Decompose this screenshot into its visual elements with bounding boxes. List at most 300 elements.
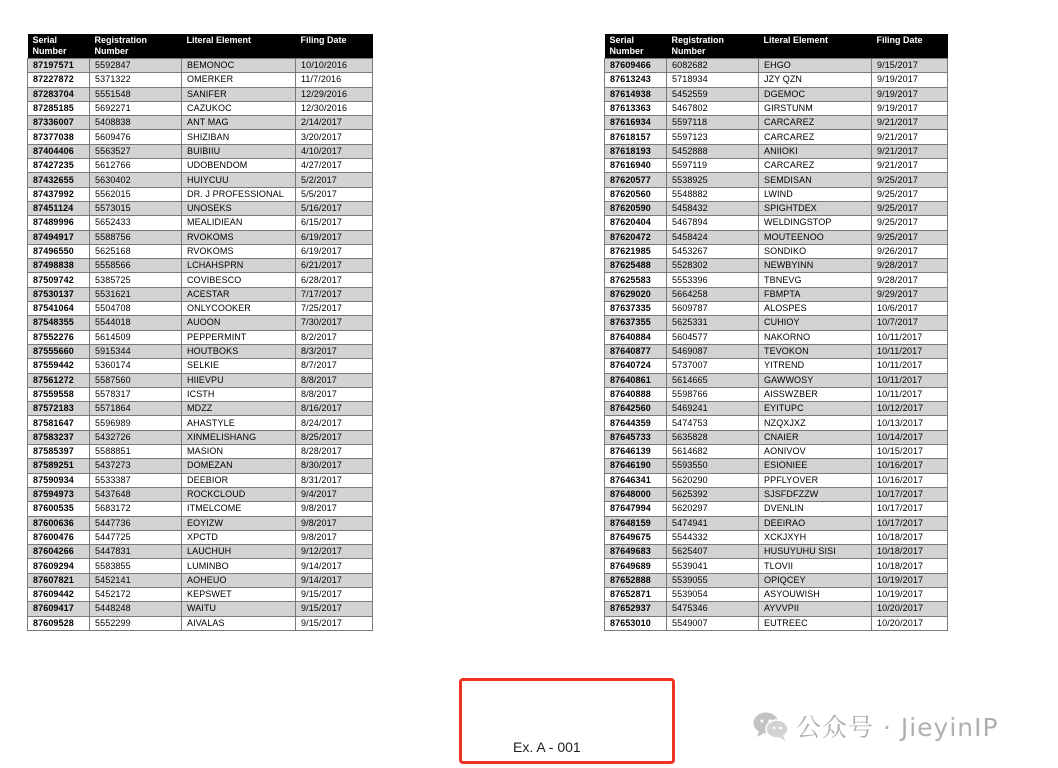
serial-number-cell: 87647994 — [605, 502, 667, 516]
literal-element-cell: HUIYCUU — [182, 173, 296, 187]
serial-number-cell: 87616940 — [605, 159, 667, 173]
serial-number-cell: 87600636 — [28, 516, 90, 530]
table-row — [605, 316, 948, 330]
registration-number-cell: 5544332 — [667, 530, 759, 544]
literal-element-cell: ACESTAR — [182, 287, 296, 301]
filing-date-cell: 10/19/2017 — [872, 573, 948, 587]
serial-number-cell: 87621985 — [605, 244, 667, 258]
literal-element-cell: ESIONIEE — [759, 459, 872, 473]
filing-date-cell: 10/19/2017 — [872, 587, 948, 601]
table-row — [28, 216, 373, 230]
registration-number-cell: 5620290 — [667, 473, 759, 487]
table-row — [28, 602, 373, 616]
table-row — [28, 273, 373, 287]
literal-element-cell: EUTREEC — [759, 616, 872, 630]
serial-number-cell: 87616934 — [605, 116, 667, 130]
literal-element-cell: WAITU — [182, 602, 296, 616]
filing-date-cell: 9/21/2017 — [872, 144, 948, 158]
literal-element-cell: SEMDISAN — [759, 173, 872, 187]
serial-number-cell: 87646190 — [605, 459, 667, 473]
table-row — [605, 416, 948, 430]
literal-element-cell: RVOKOMS — [182, 230, 296, 244]
registration-number-cell: 5598766 — [667, 387, 759, 401]
table-row — [28, 459, 373, 473]
table-row — [605, 573, 948, 587]
literal-element-cell: ALOSPES — [759, 302, 872, 316]
serial-number-cell: 87559442 — [28, 359, 90, 373]
registration-number-cell: 5597118 — [667, 116, 759, 130]
table-row — [605, 116, 948, 130]
table-row — [28, 73, 373, 87]
table-row — [28, 587, 373, 601]
literal-element-cell: OPIQCEY — [759, 573, 872, 587]
filing-date-cell: 9/25/2017 — [872, 201, 948, 215]
literal-element-cell: WELDINGSTOP — [759, 216, 872, 230]
literal-element-cell: NZQXJXZ — [759, 416, 872, 430]
registration-number-cell: 5447831 — [90, 545, 182, 559]
literal-element-cell: MOUTEENOO — [759, 230, 872, 244]
literal-element-cell: CUHIOY — [759, 316, 872, 330]
table-row — [28, 230, 373, 244]
registration-number-cell: 5630402 — [90, 173, 182, 187]
table-row — [605, 273, 948, 287]
filing-date-cell: 9/28/2017 — [872, 259, 948, 273]
literal-element-cell: EYITUPC — [759, 402, 872, 416]
filing-date-cell: 8/25/2017 — [296, 430, 373, 444]
registration-number-cell: 5612766 — [90, 159, 182, 173]
literal-element-cell: CARCAREZ — [759, 116, 872, 130]
serial-number-cell: 87498838 — [28, 259, 90, 273]
registration-number-cell: 5538925 — [667, 173, 759, 187]
table-row — [28, 445, 373, 459]
serial-number-cell: 87509742 — [28, 273, 90, 287]
serial-number-cell: 87620590 — [605, 201, 667, 215]
registration-number-cell: 5531621 — [90, 287, 182, 301]
serial-number-cell: 87552276 — [28, 330, 90, 344]
table-row — [28, 130, 373, 144]
registration-number-cell: 5558566 — [90, 259, 182, 273]
filing-date-cell: 10/18/2017 — [872, 530, 948, 544]
serial-number-cell: 87607821 — [28, 573, 90, 587]
filing-date-cell: 9/26/2017 — [872, 244, 948, 258]
table-row — [605, 259, 948, 273]
literal-element-cell: UDOBENDOM — [182, 159, 296, 173]
serial-number-cell: 87648000 — [605, 487, 667, 501]
table-row — [28, 530, 373, 544]
literal-element-cell: DOMEZAN — [182, 459, 296, 473]
literal-element-cell: AUOON — [182, 316, 296, 330]
registration-number-cell: 5539055 — [667, 573, 759, 587]
literal-element-cell: GIRSTUNM — [759, 101, 872, 115]
registration-number-cell: 5692271 — [90, 101, 182, 115]
filing-date-cell: 10/20/2017 — [872, 602, 948, 616]
registration-number-cell: 5625392 — [667, 487, 759, 501]
registration-number-cell: 5458432 — [667, 201, 759, 215]
serial-number-cell: 87548355 — [28, 316, 90, 330]
header-registration-number: Registration Number — [667, 34, 759, 59]
table-row — [28, 116, 373, 130]
filing-date-cell: 10/17/2017 — [872, 487, 948, 501]
serial-number-cell: 87589251 — [28, 459, 90, 473]
filing-date-cell: 10/18/2017 — [872, 559, 948, 573]
filing-date-cell: 8/30/2017 — [296, 459, 373, 473]
literal-element-cell: GAWWOSY — [759, 373, 872, 387]
filing-date-cell: 9/19/2017 — [872, 87, 948, 101]
registration-number-cell: 5533387 — [90, 473, 182, 487]
registration-number-cell: 5432726 — [90, 430, 182, 444]
table-row — [28, 316, 373, 330]
serial-number-cell: 87561272 — [28, 373, 90, 387]
serial-number-cell: 87600476 — [28, 530, 90, 544]
serial-number-cell: 87642560 — [605, 402, 667, 416]
serial-number-cell: 87609466 — [605, 59, 667, 73]
literal-element-cell: DR. J PROFESSIONAL — [182, 187, 296, 201]
filing-date-cell: 5/2/2017 — [296, 173, 373, 187]
serial-number-cell: 87620577 — [605, 173, 667, 187]
serial-number-cell: 87559558 — [28, 387, 90, 401]
filing-date-cell: 10/7/2017 — [872, 316, 948, 330]
serial-number-cell: 87629020 — [605, 287, 667, 301]
table-row — [605, 530, 948, 544]
table-row — [605, 344, 948, 358]
filing-date-cell: 10/17/2017 — [872, 502, 948, 516]
registration-number-cell: 5528302 — [667, 259, 759, 273]
serial-number-cell: 87404406 — [28, 144, 90, 158]
table-row — [605, 330, 948, 344]
table-row — [605, 487, 948, 501]
filing-date-cell: 9/15/2017 — [296, 587, 373, 601]
filing-date-cell: 9/21/2017 — [872, 116, 948, 130]
serial-number-cell: 87227872 — [28, 73, 90, 87]
literal-element-cell: MDZZ — [182, 402, 296, 416]
filing-date-cell: 9/19/2017 — [872, 73, 948, 87]
registration-number-cell: 5604577 — [667, 330, 759, 344]
serial-number-cell: 87427235 — [28, 159, 90, 173]
registration-number-cell: 5458424 — [667, 230, 759, 244]
table-row — [28, 373, 373, 387]
serial-number-cell: 87555660 — [28, 344, 90, 358]
registration-number-cell: 5549007 — [667, 616, 759, 630]
registration-number-cell: 5614509 — [90, 330, 182, 344]
filing-date-cell: 6/21/2017 — [296, 259, 373, 273]
table-row — [605, 516, 948, 530]
literal-element-cell: ASYOUWISH — [759, 587, 872, 601]
filing-date-cell: 12/29/2016 — [296, 87, 373, 101]
table-row — [28, 144, 373, 158]
table-row — [28, 59, 373, 73]
literal-element-cell: LAUCHUH — [182, 545, 296, 559]
serial-number-cell: 87652937 — [605, 602, 667, 616]
registration-number-cell: 5475346 — [667, 602, 759, 616]
table-row — [605, 59, 948, 73]
registration-number-cell: 5447736 — [90, 516, 182, 530]
table-row — [605, 359, 948, 373]
table-row — [28, 473, 373, 487]
filing-date-cell: 3/20/2017 — [296, 130, 373, 144]
registration-number-cell: 5544018 — [90, 316, 182, 330]
serial-number-cell: 87649675 — [605, 530, 667, 544]
literal-element-cell: CNAIER — [759, 430, 872, 444]
registration-number-cell: 5453267 — [667, 244, 759, 258]
registration-number-cell: 5587560 — [90, 373, 182, 387]
table-row — [28, 287, 373, 301]
literal-element-cell: EOYIZW — [182, 516, 296, 530]
filing-date-cell: 10/11/2017 — [872, 387, 948, 401]
literal-element-cell: RVOKOMS — [182, 244, 296, 258]
table-row — [28, 487, 373, 501]
table-row — [605, 602, 948, 616]
table-row — [605, 144, 948, 158]
table-row — [28, 559, 373, 573]
table-header-row — [605, 34, 948, 59]
registration-number-cell: 5552299 — [90, 616, 182, 630]
filing-date-cell: 8/2/2017 — [296, 330, 373, 344]
serial-number-cell: 87618193 — [605, 144, 667, 158]
literal-element-cell: XPCTD — [182, 530, 296, 544]
serial-number-cell: 87640861 — [605, 373, 667, 387]
filing-date-cell: 9/28/2017 — [872, 273, 948, 287]
registration-number-cell: 5573015 — [90, 201, 182, 215]
filing-date-cell: 10/11/2017 — [872, 359, 948, 373]
table-row — [28, 430, 373, 444]
registration-number-cell: 6082682 — [667, 59, 759, 73]
literal-element-cell: AIVALAS — [182, 616, 296, 630]
registration-number-cell: 5360174 — [90, 359, 182, 373]
filing-date-cell: 12/30/2016 — [296, 101, 373, 115]
serial-number-cell: 87197571 — [28, 59, 90, 73]
literal-element-cell: AHASTYLE — [182, 416, 296, 430]
table-row — [605, 73, 948, 87]
serial-number-cell: 87653010 — [605, 616, 667, 630]
table-row — [28, 616, 373, 630]
wechat-icon — [752, 710, 790, 742]
serial-number-cell: 87581647 — [28, 416, 90, 430]
literal-element-cell: HUSUYUHU SISI — [759, 545, 872, 559]
registration-number-cell: 5625168 — [90, 244, 182, 258]
exhibit-label: Ex. A - 001 — [513, 739, 581, 755]
filing-date-cell: 9/21/2017 — [872, 130, 948, 144]
literal-element-cell: HOUTBOKS — [182, 344, 296, 358]
registration-number-cell: 5596989 — [90, 416, 182, 430]
serial-number-cell: 87585397 — [28, 445, 90, 459]
filing-date-cell: 6/19/2017 — [296, 244, 373, 258]
serial-number-cell: 87652871 — [605, 587, 667, 601]
table-row — [605, 502, 948, 516]
filing-date-cell: 10/16/2017 — [872, 459, 948, 473]
filing-date-cell: 9/8/2017 — [296, 516, 373, 530]
filing-date-cell: 9/25/2017 — [872, 173, 948, 187]
table-row — [28, 402, 373, 416]
registration-number-cell: 5474753 — [667, 416, 759, 430]
table-row — [605, 87, 948, 101]
literal-element-cell: PPFLYOVER — [759, 473, 872, 487]
filing-date-cell: 8/24/2017 — [296, 416, 373, 430]
table-row — [28, 244, 373, 258]
literal-element-cell: NEWBYINN — [759, 259, 872, 273]
table-row — [28, 259, 373, 273]
filing-date-cell: 4/10/2017 — [296, 144, 373, 158]
watermark — [752, 708, 999, 744]
filing-date-cell: 9/4/2017 — [296, 487, 373, 501]
table-row — [28, 187, 373, 201]
serial-number-cell: 87625583 — [605, 273, 667, 287]
registration-number-cell: 5469241 — [667, 402, 759, 416]
filing-date-cell: 10/6/2017 — [872, 302, 948, 316]
registration-number-cell: 5553396 — [667, 273, 759, 287]
serial-number-cell: 87625488 — [605, 259, 667, 273]
serial-number-cell: 87283704 — [28, 87, 90, 101]
serial-number-cell: 87645733 — [605, 430, 667, 444]
filing-date-cell: 10/12/2017 — [872, 402, 948, 416]
registration-number-cell: 5625331 — [667, 316, 759, 330]
literal-element-cell: JZY QZN — [759, 73, 872, 87]
registration-number-cell: 5504708 — [90, 302, 182, 316]
registration-number-cell: 5469087 — [667, 344, 759, 358]
serial-number-cell: 87640884 — [605, 330, 667, 344]
registration-number-cell: 5652433 — [90, 216, 182, 230]
table-row — [605, 402, 948, 416]
registration-number-cell: 5467894 — [667, 216, 759, 230]
serial-number-cell: 87620560 — [605, 187, 667, 201]
serial-number-cell: 87640724 — [605, 359, 667, 373]
exhibit-label-box — [459, 678, 675, 764]
table-row — [28, 201, 373, 215]
filing-date-cell: 10/11/2017 — [872, 330, 948, 344]
header-serial-number: Serial Number — [28, 34, 90, 59]
header-literal-element: Literal Element — [759, 34, 872, 59]
filing-date-cell: 7/30/2017 — [296, 316, 373, 330]
filing-date-cell: 9/19/2017 — [872, 101, 948, 115]
serial-number-cell: 87609442 — [28, 587, 90, 601]
literal-element-cell: COVIBESCO — [182, 273, 296, 287]
serial-number-cell: 87637335 — [605, 302, 667, 316]
serial-number-cell: 87618157 — [605, 130, 667, 144]
serial-number-cell: 87609528 — [28, 616, 90, 630]
registration-number-cell: 5614682 — [667, 445, 759, 459]
literal-element-cell: BUIBIIU — [182, 144, 296, 158]
registration-number-cell: 5408838 — [90, 116, 182, 130]
serial-number-cell: 87590934 — [28, 473, 90, 487]
registration-number-cell: 5447725 — [90, 530, 182, 544]
table-row — [605, 545, 948, 559]
registration-number-cell: 5437273 — [90, 459, 182, 473]
serial-number-cell: 87614938 — [605, 87, 667, 101]
table-row — [28, 573, 373, 587]
registration-number-cell: 5562015 — [90, 187, 182, 201]
serial-number-cell: 87646341 — [605, 473, 667, 487]
table-row — [605, 159, 948, 173]
registration-number-cell: 5371322 — [90, 73, 182, 87]
filing-date-cell: 4/27/2017 — [296, 159, 373, 173]
registration-number-cell: 5448248 — [90, 602, 182, 616]
filing-date-cell: 9/25/2017 — [872, 216, 948, 230]
serial-number-cell: 87336007 — [28, 116, 90, 130]
table-row — [605, 616, 948, 630]
registration-number-cell: 5385725 — [90, 273, 182, 287]
filing-date-cell: 9/12/2017 — [296, 545, 373, 559]
serial-number-cell: 87451124 — [28, 201, 90, 215]
literal-element-cell: PEPPERMINT — [182, 330, 296, 344]
literal-element-cell: ICSTH — [182, 387, 296, 401]
literal-element-cell: ROCKCLOUD — [182, 487, 296, 501]
table-row — [605, 244, 948, 258]
literal-element-cell: BEMONOC — [182, 59, 296, 73]
table-row — [28, 87, 373, 101]
table-row — [28, 302, 373, 316]
literal-element-cell: TBNEVG — [759, 273, 872, 287]
table-row — [28, 516, 373, 530]
literal-element-cell: SJSFDFZZW — [759, 487, 872, 501]
serial-number-cell: 87620404 — [605, 216, 667, 230]
literal-element-cell: LUMINBO — [182, 559, 296, 573]
table-row — [28, 173, 373, 187]
table-row — [28, 159, 373, 173]
table-row — [28, 101, 373, 115]
serial-number-cell: 87594973 — [28, 487, 90, 501]
literal-element-cell: YITREND — [759, 359, 872, 373]
header-filing-date: Filing Date — [296, 34, 373, 59]
filing-date-cell: 10/14/2017 — [872, 430, 948, 444]
literal-element-cell: AYVVPII — [759, 602, 872, 616]
serial-number-cell: 87530137 — [28, 287, 90, 301]
table-row — [28, 416, 373, 430]
serial-number-cell: 87572183 — [28, 402, 90, 416]
table-row — [28, 359, 373, 373]
left-registration-table — [27, 34, 373, 631]
literal-element-cell: NAKORNO — [759, 330, 872, 344]
serial-number-cell: 87604266 — [28, 545, 90, 559]
registration-number-cell: 5614665 — [667, 373, 759, 387]
literal-element-cell: CARCAREZ — [759, 130, 872, 144]
serial-number-cell: 87646139 — [605, 445, 667, 459]
table-row — [605, 130, 948, 144]
registration-number-cell: 5474941 — [667, 516, 759, 530]
filing-date-cell: 2/14/2017 — [296, 116, 373, 130]
literal-element-cell: EHGO — [759, 59, 872, 73]
literal-element-cell: AONIVOV — [759, 445, 872, 459]
literal-element-cell: KEPSWET — [182, 587, 296, 601]
table-row — [28, 344, 373, 358]
literal-element-cell: CARCAREZ — [759, 159, 872, 173]
registration-number-cell: 5593550 — [667, 459, 759, 473]
registration-number-cell: 5718934 — [667, 73, 759, 87]
literal-element-cell: XCKJXYH — [759, 530, 872, 544]
registration-number-cell: 5437648 — [90, 487, 182, 501]
table-row — [605, 187, 948, 201]
literal-element-cell: HIIEVPU — [182, 373, 296, 387]
filing-date-cell: 8/8/2017 — [296, 373, 373, 387]
table-row — [605, 216, 948, 230]
table-row — [605, 230, 948, 244]
serial-number-cell: 87649689 — [605, 559, 667, 573]
literal-element-cell: ITMELCOME — [182, 502, 296, 516]
serial-number-cell: 87644359 — [605, 416, 667, 430]
serial-number-cell: 87541064 — [28, 302, 90, 316]
literal-element-cell: ONLYCOOKER — [182, 302, 296, 316]
literal-element-cell: SONDIKO — [759, 244, 872, 258]
registration-number-cell: 5452172 — [90, 587, 182, 601]
literal-element-cell: ANT MAG — [182, 116, 296, 130]
filing-date-cell: 8/7/2017 — [296, 359, 373, 373]
header-literal-element: Literal Element — [182, 34, 296, 59]
filing-date-cell: 9/8/2017 — [296, 530, 373, 544]
registration-number-cell: 5592847 — [90, 59, 182, 73]
header-registration-number: Registration Number — [90, 34, 182, 59]
serial-number-cell: 87600535 — [28, 502, 90, 516]
registration-number-cell: 5548882 — [667, 187, 759, 201]
serial-number-cell: 87613363 — [605, 101, 667, 115]
serial-number-cell: 87285185 — [28, 101, 90, 115]
